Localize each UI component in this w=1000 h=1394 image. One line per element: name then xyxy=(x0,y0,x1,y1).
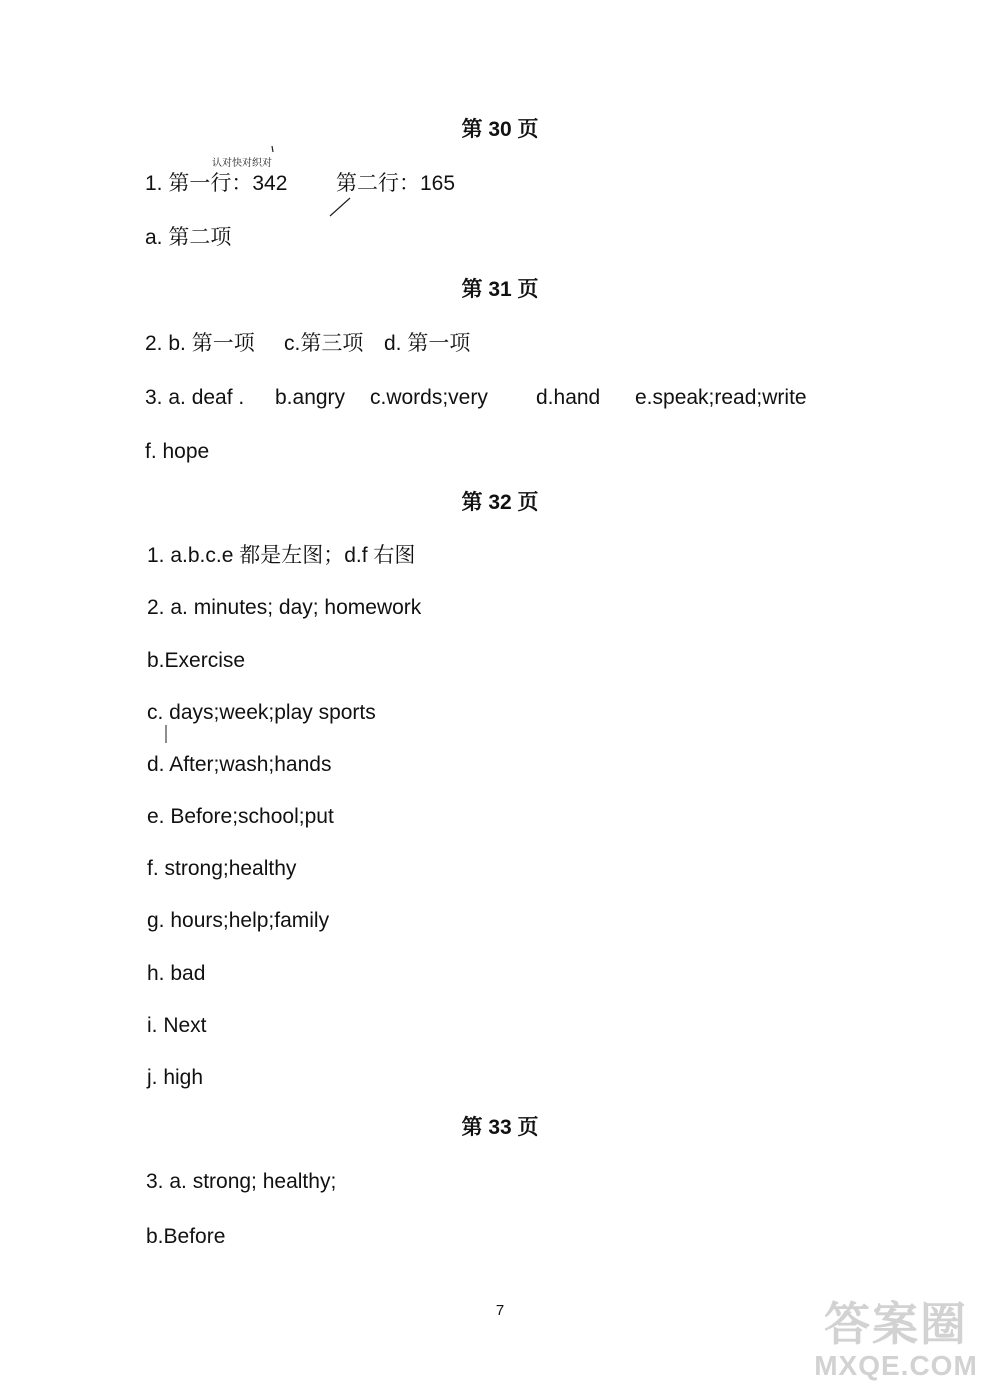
section-heading-page-33: 第 33 页 xyxy=(461,1116,539,1139)
answer-text: d.hand xyxy=(536,386,601,409)
answer-text: b.angry xyxy=(275,386,346,409)
answer-text: c. days;week;play sports xyxy=(147,701,376,724)
pen-stroke-mark xyxy=(272,146,273,152)
answer-text: d. After;wash;hands xyxy=(147,753,332,776)
answer-text: 1. 第一行：342 xyxy=(145,172,288,195)
answer-text: b.Exercise xyxy=(147,649,246,672)
site-watermark xyxy=(806,1298,986,1388)
answer-text: j. high xyxy=(147,1066,204,1089)
answer-text: b.Before xyxy=(146,1225,226,1248)
answer-text: 第二行：165 xyxy=(336,172,456,195)
answer-text: d. 第一项 xyxy=(384,332,471,355)
section-heading-page-32: 第 32 页 xyxy=(461,491,539,514)
answer-text: f. strong;healthy xyxy=(147,857,297,880)
watermark-url-text: MXQE.COM xyxy=(814,1350,978,1381)
section-heading-page-30: 第 30 页 xyxy=(461,118,539,141)
watermark-logo-text: 答案圈 xyxy=(824,1298,968,1350)
handwritten-annotation: 认对快对织对 xyxy=(212,158,272,169)
answer-text: c.第三项 xyxy=(284,332,364,355)
page-number: 7 xyxy=(495,1302,505,1319)
answer-text: e.speak;read;write xyxy=(635,386,807,409)
answer-text: e. Before;school;put xyxy=(147,805,334,828)
answer-text: f. hope xyxy=(145,440,210,463)
answer-text: i. Next xyxy=(147,1014,207,1037)
answer-text: c.words;very xyxy=(370,386,488,409)
answer-text: g. hours;help;family xyxy=(147,909,330,932)
answer-text: 3. a. strong; healthy; xyxy=(146,1170,337,1193)
answer-text: a. 第二项 xyxy=(145,226,232,249)
answer-text: 2. b. 第一项 xyxy=(145,332,255,355)
pen-stroke-mark xyxy=(330,198,350,216)
answer-text: 3. a. deaf . xyxy=(145,386,245,409)
answer-text: 2. a. minutes; day; homework xyxy=(147,596,422,619)
answer-text: 1. a.b.c.e 都是左图；d.f 右图 xyxy=(147,544,416,567)
answer-text: h. bad xyxy=(147,962,206,985)
section-heading-page-31: 第 31 页 xyxy=(461,278,539,301)
